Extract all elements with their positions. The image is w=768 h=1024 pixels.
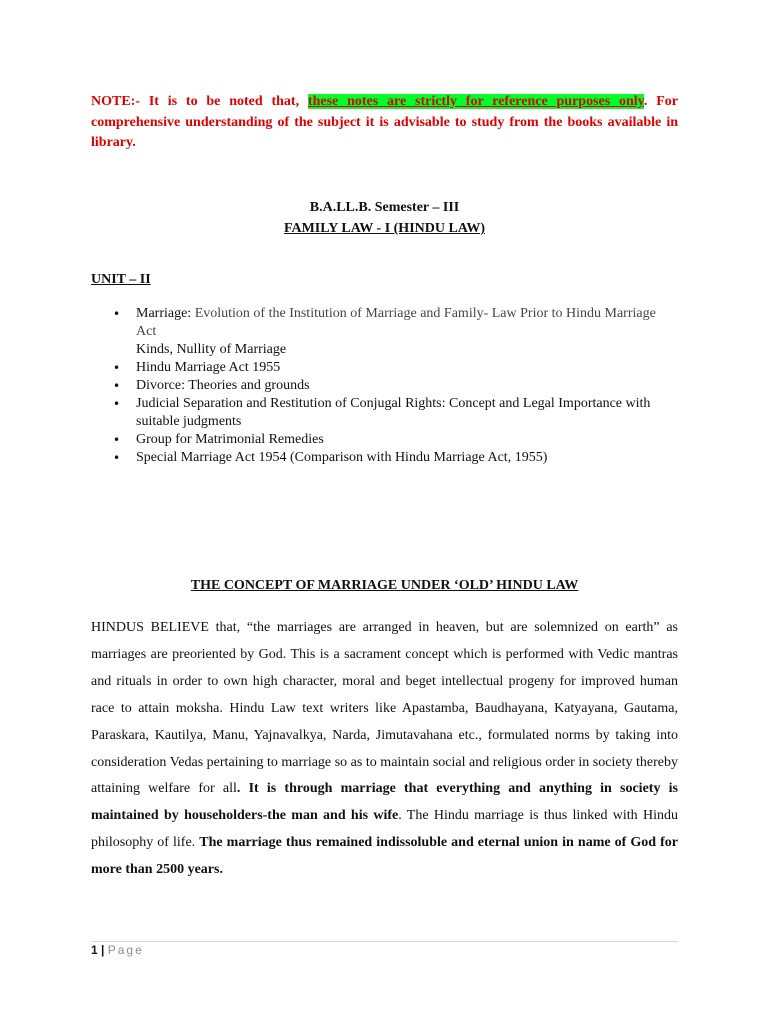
- section-heading: THE CONCEPT OF MARRIAGE UNDER ‘OLD’ HINDU LAW: [190, 578, 579, 593]
- unit-heading: UNIT – II: [91, 272, 151, 287]
- footer-separator: |: [97, 943, 108, 957]
- para-text-2: . The Hindu marriage is thus linked with Hindu philosophy of life.: [91, 808, 678, 851]
- body-paragraph: [91, 615, 678, 884]
- page-footer: [91, 943, 144, 957]
- list-item: [91, 305, 678, 359]
- note-suffix: . For comprehensive understanding of the subject it is advisable to study from the books available in library.: [91, 94, 678, 150]
- list-item: • Hindu Marriage Act 1955: [91, 359, 678, 377]
- marriage-topic: Evolution of the Institution of Marriage and Family- Law Prior to Hindu Marriage Act: [136, 306, 656, 339]
- para-bold-1: . It is through marriage that everything and anything in society is maintained by householders-the man and his wife: [91, 781, 678, 824]
- marriage-label: Marriage:: [136, 306, 195, 321]
- reference-note: [91, 92, 678, 154]
- para-bold-2: The marriage thus remained indissoluble and eternal union in name of God for more than 2500 years.: [91, 835, 678, 878]
- syllabus-list: [91, 305, 678, 467]
- list-item: • Divorce: Theories and grounds: [91, 377, 678, 395]
- course-title: FAMILY LAW - I (HINDU LAW): [283, 221, 486, 236]
- footer-divider: [91, 941, 678, 942]
- note-highlight: these notes are strictly for reference purposes only: [307, 94, 644, 109]
- page-number: 1: [91, 943, 98, 957]
- para-text-1: HINDUS BELIEVE that, “the marriages are arranged in heaven, but are solemnized on earth” as marriages are preoriented by God. This is a sacrament concept which is performed with Vedic mantras and rituals in order to own high character, moral and beget intellectual progeny for improved human race to attain moksha. Hindu Law text writers like Apastamba, Baudhayana, Katyayana, Gautama, Paraskara, Kautilya, Manu, Yajnavalkya, Narda, Jimutavahana etc., formulated norms by taking into consideration Vedas pertaining to marriage so as to maintain social and religious order in society thereby attaining welfare for all: [91, 620, 678, 797]
- semester-title: B.A.LL.B. Semester – III: [309, 200, 460, 215]
- marriage-kinds: Kinds, Nullity of Marriage: [136, 342, 287, 357]
- list-item: • Group for Matrimonial Remedies: [91, 431, 678, 449]
- list-item: • Special Marriage Act 1954 (Comparison with Hindu Marriage Act, 1955): [91, 449, 678, 467]
- page-label: Page: [107, 943, 144, 957]
- list-item: • Judicial Separation and Restitution of Conjugal Rights: Concept and Legal Importance with suitable judgments: [91, 395, 678, 431]
- note-prefix: NOTE:- It is to be noted that,: [91, 94, 308, 109]
